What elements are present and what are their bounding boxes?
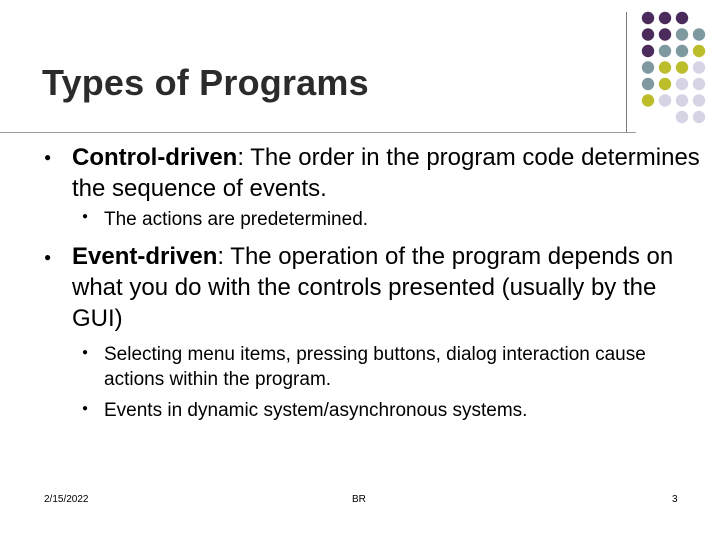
decorative-dot [693,78,705,90]
decorative-dot [659,61,671,73]
decorative-dot [659,12,671,24]
decorative-dot [659,94,671,106]
sub-bullet-menu-items: Selecting menu items, pressing buttons, dialog interaction cause actions within the program. [104,344,646,390]
bullet-term: Control-driven [72,144,238,171]
decorative-dot [676,45,688,57]
decorative-dot [693,28,705,40]
decorative-dot [676,78,688,90]
decorative-dot [693,45,705,57]
decorative-dot [642,78,654,90]
decorative-dot [659,78,671,90]
decorative-dot [642,45,654,57]
footer-center: BR [352,494,366,505]
footer-page-number: 3 [672,494,678,505]
decorative-dot [676,61,688,73]
sub-bullet-events-dynamic: Events in dynamic system/asynchronous systems. [104,400,528,421]
bullet-marker: ● [82,211,89,222]
decorative-dot [676,12,688,24]
decorative-dot [642,12,654,24]
bullet-event-driven [72,241,702,334]
decorative-dot [676,28,688,40]
decorative-dot [693,61,705,73]
bullet-marker: ● [82,403,89,414]
bullet-text: : The order in the program code determines the sequence of events. [72,144,700,202]
decorative-dot [642,61,654,73]
decorative-dot [676,94,688,106]
bullet-control-driven [72,142,702,204]
slide-title: Types of Programs [42,62,369,103]
decorative-dot [642,94,654,106]
vertical-divider [626,12,627,133]
decorative-dot [693,111,705,123]
decorative-dot [693,94,705,106]
horizontal-divider [0,132,636,133]
decorative-dot [659,28,671,40]
bullet-marker: ● [82,347,89,358]
footer-date: 2/15/2022 [44,494,89,505]
bullet-marker: ● [44,250,52,264]
decorative-dot [676,111,688,123]
bullet-term: Event-driven [72,243,218,270]
bullet-text: : The operation of the program depends on what you do with the controls presented (usually by the GUI) [72,243,674,332]
decorative-dot [659,45,671,57]
sub-bullet-predetermined: The actions are predetermined. [104,209,369,230]
bullet-marker: ● [44,150,52,164]
decorative-dot [642,28,654,40]
